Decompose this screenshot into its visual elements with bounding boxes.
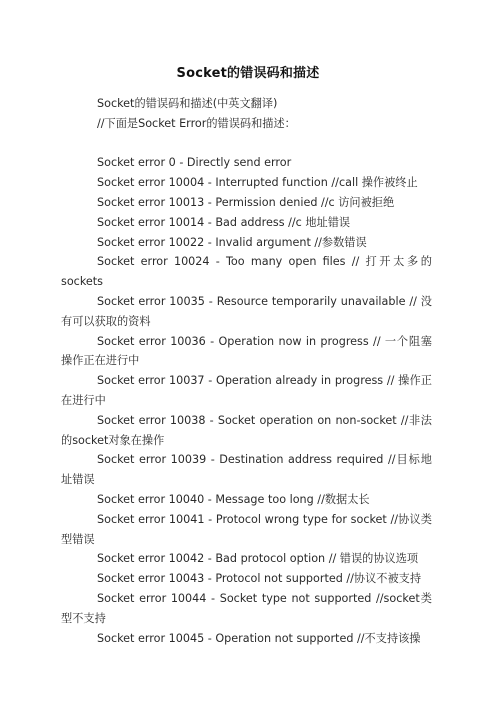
document-body bbox=[61, 94, 432, 648]
body-line: Socket error 10044 - Socket type not supported //socket类型不支持 bbox=[61, 591, 432, 625]
body-line: Socket error 10022 - Invalid argument //参数错误 bbox=[97, 235, 367, 249]
body-line: Socket error 10045 - Operation not supported //不支持该操 bbox=[97, 631, 421, 645]
body-line: //下面是Socket Error的错误码和描述： bbox=[97, 116, 296, 130]
body-line: Socket error 10042 - Bad protocol option // 错误的协议选项 bbox=[97, 552, 419, 566]
body-line: Socket error 0 - Directly send error bbox=[97, 156, 292, 170]
document-title: Socket的错误码和描述 bbox=[176, 66, 320, 81]
body-line: Socket error 10040 - Message too long //数据太长 bbox=[97, 492, 370, 506]
body-line: Socket error 10043 - Protocol not supported //协议不被支持 bbox=[97, 572, 422, 586]
body-line: Socket error 10039 - Destination address required //目标地址错误 bbox=[61, 453, 432, 487]
body-line: Socket error 10038 - Socket operation on non-socket //非法的socket对象在操作 bbox=[61, 413, 432, 447]
body-line: Socket的错误码和描述(中英文翻译) bbox=[97, 97, 278, 110]
body-line: Socket error 10041 - Protocol wrong type for socket //协议类型错误 bbox=[61, 512, 432, 546]
body-line: Socket error 10024 - Too many open files // 打开太多的sockets bbox=[61, 255, 432, 289]
body-line: Socket error 10036 - Operation now in progress // 一个阻塞操作正在进行中 bbox=[61, 334, 432, 368]
blank-line bbox=[61, 134, 432, 154]
body-line: Socket error 10013 - Permission denied //c 访问被拒绝 bbox=[97, 195, 395, 209]
body-line: Socket error 10014 - Bad address //c 地址错误 bbox=[97, 215, 351, 229]
body-line: Socket error 10004 - Interrupted function //call 操作被终止 bbox=[97, 176, 418, 190]
body-line: Socket error 10037 - Operation already in progress // 操作正在进行中 bbox=[61, 374, 432, 407]
body-line: Socket error 10035 - Resource temporarily unavailable // 没有可以获取的资料 bbox=[61, 294, 432, 328]
